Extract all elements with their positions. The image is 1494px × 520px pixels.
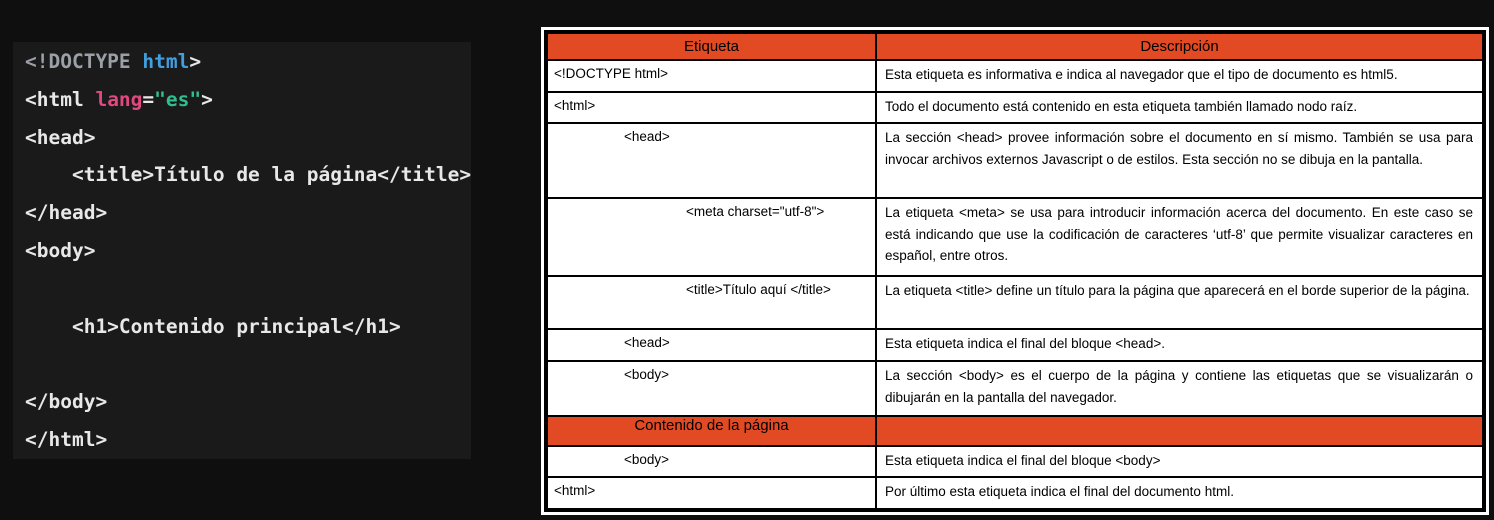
code-line [25, 232, 471, 270]
table-row [546, 361, 1484, 416]
tag-table [544, 30, 1486, 512]
code-token: > [189, 50, 202, 73]
description-cell: Por último esta etiqueta indica el final del documento html. [876, 477, 1484, 510]
table-row [546, 276, 1484, 329]
code-token: lang [95, 87, 143, 111]
section-row [546, 416, 1484, 446]
code-token: <body> [25, 238, 96, 262]
code-token: <head> [25, 125, 96, 149]
description-cell: La sección <head> provee información sobre el documento en sí mismo. También se usa para invocar archivos externos Javascript o de estilos. Esta sección no se dibuja en la pantalla. [876, 123, 1484, 198]
section-empty-cell [876, 416, 1484, 446]
table-row [546, 60, 1484, 92]
description-cell: La etiqueta <title> define un título para la página que aparecerá en el borde superior de la página. [876, 276, 1484, 329]
column-header-descripcion: Descripción [876, 32, 1484, 60]
description-cell: Esta etiqueta es informativa e indica al navegador que el tipo de documento es html5. [876, 60, 1484, 92]
code-token: </html> [25, 427, 108, 451]
tag-cell: <meta charset="utf-8"> [546, 198, 876, 276]
description-cell: Todo el documento está contenido en esta etiqueta también llamado nodo raíz. [876, 92, 1484, 124]
section-label-cell: Contenido de la página [546, 416, 876, 446]
tag-cell: <title>Título aquí </title> [546, 276, 876, 329]
table-header-row [546, 32, 1484, 60]
code-token: <title>Título de la página</title> [25, 163, 471, 187]
tag-cell: <head> [546, 329, 876, 361]
code-line [25, 156, 471, 194]
description-cell: Esta etiqueta indica el final del bloque <body> [876, 446, 1484, 478]
tag-table-container [541, 27, 1489, 515]
description-cell: Esta etiqueta indica el final del bloque <head>. [876, 329, 1484, 361]
tag-cell: <body> [546, 361, 876, 416]
code-token: <h1>Contenido principal</h1> [25, 314, 401, 338]
code-token: </body> [25, 390, 108, 414]
code-token: </head> [25, 201, 108, 225]
code-token: = [142, 87, 155, 111]
tag-cell: <html> [546, 92, 876, 124]
column-header-etiqueta: Etiqueta [546, 32, 876, 60]
code-line [25, 194, 471, 232]
code-line [25, 119, 471, 157]
code-token: html [142, 50, 190, 73]
tag-cell: <html> [546, 477, 876, 510]
description-cell: La etiqueta <meta> se usa para introducir información acerca del documento. En este caso se está indicando que use la codificación de caracteres ‘utf-8’ que permite visualizar caracteres en español, entre otros. [876, 198, 1484, 276]
tag-cell: <!DOCTYPE html> [546, 60, 876, 92]
code-token: <html [25, 87, 96, 111]
code-line [25, 421, 471, 459]
table-row [546, 92, 1484, 124]
description-cell: La sección <body> es el cuerpo de la página y contiene las etiquetas que se visualizarán o dibujarán en la pantalla del navegador. [876, 361, 1484, 416]
code-token: > [201, 87, 213, 111]
tag-cell: <head> [546, 123, 876, 198]
table-row [546, 329, 1484, 361]
code-editor-panel [13, 42, 471, 459]
code-line [25, 270, 471, 308]
tag-table-body [546, 60, 1484, 510]
table-row [546, 123, 1484, 198]
table-row [546, 477, 1484, 510]
code-line [25, 43, 471, 81]
code-line [25, 81, 471, 119]
code-line [25, 383, 471, 421]
table-row [546, 198, 1484, 276]
tag-cell: <body> [546, 446, 876, 478]
code-token: <!DOCTYPE [25, 50, 143, 73]
code-line [25, 345, 471, 383]
code-token: "es" [154, 87, 202, 111]
code-line [25, 308, 471, 346]
table-row [546, 446, 1484, 478]
